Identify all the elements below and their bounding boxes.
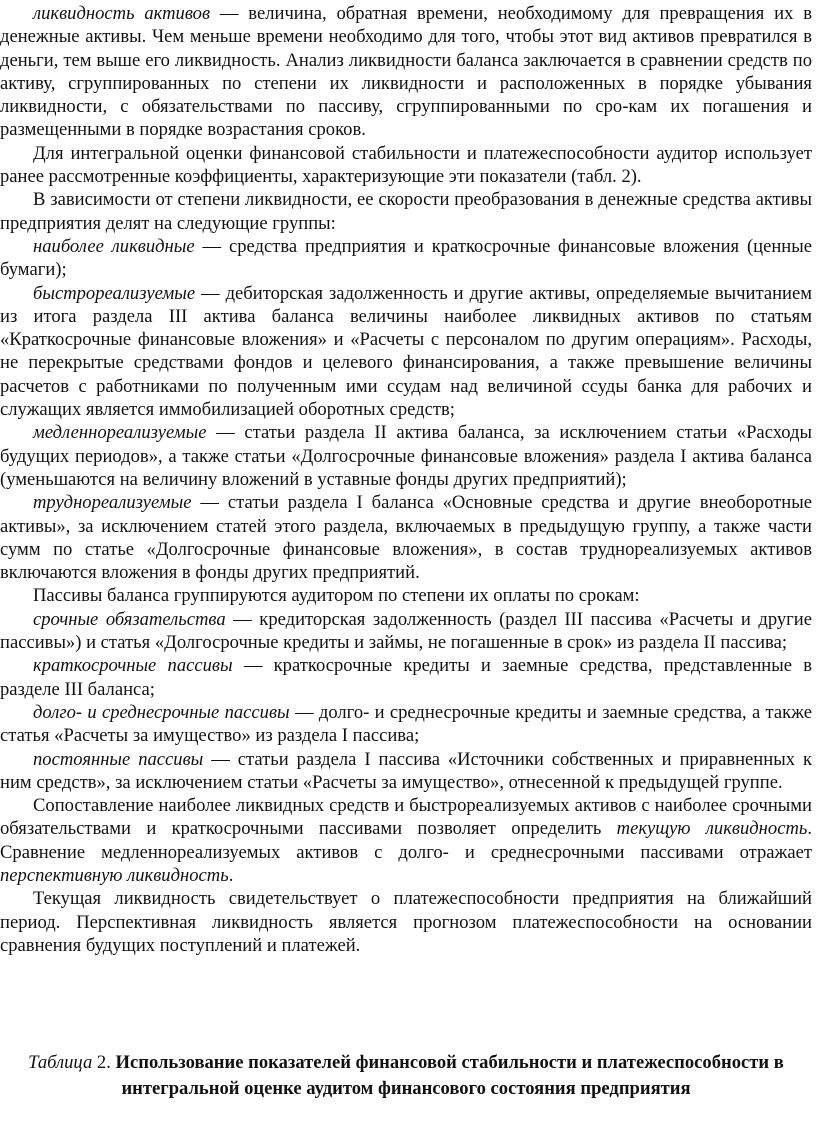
paragraph-liquidity-comparison — [0, 794, 812, 887]
list-item-urgent-obligations — [0, 608, 812, 655]
list-item-hard-to-realize — [0, 491, 812, 584]
term-prospective-liquidity: перспективную ликвидность — [0, 864, 229, 886]
term-current-liquidity: текущую ликвидность — [616, 818, 808, 840]
definition: — кредиторская задолженность (раздел III пассива «Расчеты и другие пассивы») и статья «Долгосрочные кредиты и займы, не погашенные в срок» из раздела II пассива; — [0, 608, 813, 654]
list-item-slowly-realizable — [0, 421, 812, 491]
paragraph-integral-assessment — [0, 142, 812, 189]
term: быстрореализуемые — [33, 282, 196, 304]
body-text — [0, 2, 812, 957]
paragraph-text: Пассивы баланса группируются аудитором по степени их оплаты по срокам: — [33, 585, 640, 607]
paragraph-asset-groups-intro — [0, 188, 812, 235]
definition: — статьи раздела I баланса «Основные средства и другие внеоборотные активы», за исключением статей этого раздела, включаемых в предыдущую группу, а также части сумм по статье «Долгосрочные финансовые вложения», в состав труднореализуемых активов включаются вложения в фонды других предприятий. — [0, 492, 812, 584]
definition: — статьи раздела II актива баланса, за исключением статьи «Расходы будущих периодов», а также статьи «Долгосрочные финансовые вложения» раздела I актива баланса (уменьшаются на величину вложений в уставные фонды других предприятий); — [0, 422, 812, 490]
term: краткосрочные пассивы — [33, 655, 233, 677]
term: наиболее ликвидные — [33, 235, 195, 257]
table-caption-title: Использование показателей финансовой стабильности и платежеспособности в интегральной оценке аудитом финансового состояния предприятия — [115, 1052, 784, 1099]
term: ликвидность активов — [33, 3, 211, 24]
definition: — средства предприятия и краткосрочные финансовые вложения (ценные бумаги); — [0, 235, 812, 281]
list-item-permanent-liabilities — [0, 748, 812, 795]
definition: — статьи раздела I пассива «Источники собственных и приравненных к ним средств», за исключением статьи «Расчеты за имущество», отнесенной к предыдущей группе. — [0, 748, 812, 793]
list-item-long-medium-term-liabilities — [0, 701, 812, 748]
table-caption-number: 2. — [92, 1052, 116, 1073]
table-caption — [0, 1050, 812, 1102]
definition: — величина, обратная времени, необходимому для превращения их в денежные активы. Чем меньше времени необходимо для того, чтобы этот вид активов превратился в деньги, тем выше его ликвидность. Анализ ликвидности баланса заключается в сравнении средств по активу, сгруппированных по степени их ликвидности и расположенных в порядке убывания ликвидности, с обязательствами по пассиву, сгруппированными по сро-кам их погашения и размещенными в порядке возрастания сроков. — [0, 3, 813, 141]
list-item-most-liquid — [0, 235, 812, 282]
definition: — краткосрочные кредиты и заемные средства, представленные в разделе III баланса; — [0, 655, 812, 700]
definition: — дебиторская задолженность и другие активы, определяемые вычитанием из итога раздела III актива баланса величины наиболее ликвидных активов по статьям «Краткосрочные финансовые вложения» и «Расчеты с персоналом по другим операциям». Расходы, не перекрытые средствами фондов и целевого финансирования, а также превышение величины расчетов с работниками по полученным ими ссудам над величиной ссуды банка для рабочих и служащих является иммобилизацией оборотных средств; — [0, 282, 812, 421]
table-caption-label: Таблица — [28, 1052, 93, 1073]
term: медленнореализуемые — [33, 422, 207, 444]
term: долго- и среднесрочные пассивы — [33, 701, 290, 723]
paragraph-asset-liquidity — [0, 2, 812, 142]
definition: — долго- и среднесрочные кредиты и заемные средства, а также статья «Расчеты за имущество» из раздела I пассива; — [0, 701, 812, 747]
term: срочные обязательства — [33, 608, 226, 630]
comparison-part-3: . — [228, 864, 234, 886]
paragraph-text: Текущая ликвидность свидетельствует о платежеспособности предприятия на ближайший период. Перспективная ликвидность является прогнозом платежеспособности на основании сравнения будущих поступлений и платежей. — [0, 888, 812, 956]
comparison-part-2: . Сравнение медленнореализуемых активов с долго- и среднесрочными пассивами отражает — [0, 818, 812, 863]
term: труднореализуемые — [33, 492, 192, 514]
comparison-part-1: Сопоставление наиболее ликвидных средств и быстрореализуемых активов с наиболее срочными обязательствами и краткосрочными пассивами позволяет определить — [0, 795, 812, 840]
term: постоянные пассивы — [33, 748, 204, 770]
paragraph-liabilities-intro — [0, 584, 812, 607]
paragraph-text: Для интегральной оценки финансовой стабильности и платежеспособности аудитор использует ранее рассмотренные коэффициенты, характеризующие эти показатели (табл. 2). — [0, 142, 812, 188]
list-item-quickly-realizable — [0, 282, 812, 422]
list-item-short-term-liabilities — [0, 654, 812, 701]
paragraph-closing — [0, 887, 812, 957]
paragraph-text: В зависимости от степени ликвидности, ее скорости преобразования в денежные средства активы предприятия делят на следующие группы: — [0, 189, 812, 234]
